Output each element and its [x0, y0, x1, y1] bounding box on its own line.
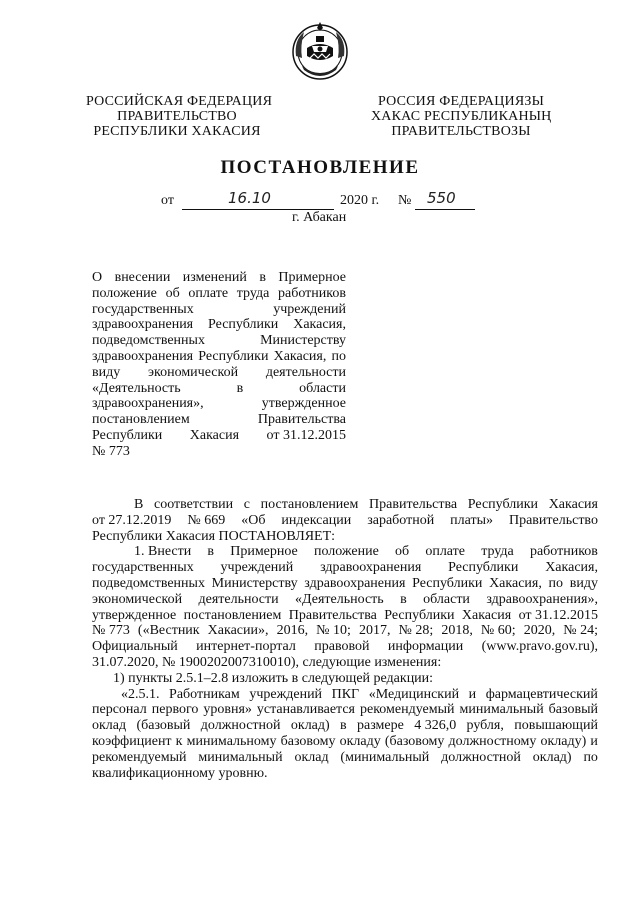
subject-word: Правительства: [257, 412, 346, 428]
body-word: (www.pravo.gov.ru),: [481, 639, 598, 655]
body-word: постановлением: [260, 497, 359, 512]
body-word: (минимальный: [340, 749, 430, 765]
body-line: [92, 623, 598, 639]
document-title: ПОСТАНОВЛЕНИЕ: [220, 157, 420, 178]
subject-word: Примерное: [278, 270, 346, 285]
body-word: рекомендуемый: [359, 702, 455, 718]
subject-word: в: [236, 380, 244, 396]
body-word: рекомендуемый: [92, 749, 187, 765]
body-word: базовый: [548, 702, 598, 718]
body-word: № 24;: [563, 623, 598, 639]
subject-line: [92, 396, 346, 412]
body-word: 4 326,0: [414, 718, 457, 734]
subject-word: О: [92, 270, 103, 285]
body-word: Правительство: [508, 512, 598, 528]
body-word: платы»: [450, 512, 494, 528]
body-word: Хакасия: [461, 607, 512, 623]
body-word: «Медицинский: [368, 686, 460, 702]
body-word: учреждений: [249, 686, 323, 702]
body-line: [92, 497, 598, 513]
subject-word: виду: [92, 364, 121, 380]
body-word: положение: [313, 544, 379, 560]
body-word: от 31.12.2015: [518, 607, 598, 623]
subject-line: [92, 302, 346, 318]
subject-line: [92, 317, 346, 333]
date-prefix: от: [161, 193, 174, 208]
body-word: «2.5.1.: [121, 686, 160, 702]
body-word: минимальный: [198, 749, 283, 765]
body-word: 1. Внести: [134, 544, 192, 560]
body-word: правовой: [314, 639, 370, 655]
body-word: оклад): [290, 718, 330, 734]
body-line: [92, 702, 598, 718]
body-line: [92, 560, 598, 576]
body-word: и: [468, 686, 477, 702]
header-right-block: [371, 94, 551, 139]
body-word: подведомственных: [92, 575, 205, 591]
body-word: государственных: [92, 560, 194, 576]
body-word: в: [207, 544, 215, 560]
body-word: Республики: [448, 560, 519, 576]
body-line: [92, 671, 598, 687]
body-word: Правительства: [369, 497, 458, 512]
body-word: 2017,: [358, 623, 391, 639]
body-word: труда: [481, 544, 514, 560]
header-left-line: РОССИЙСКАЯ ФЕДЕРАЦИЯ: [86, 94, 273, 109]
body-word: должностному: [448, 733, 537, 749]
subject-word: Республики: [92, 427, 163, 443]
body-word: Работникам: [169, 686, 240, 702]
subject-line: [92, 444, 346, 460]
body-word: Министерству: [211, 575, 298, 591]
body-word: здравоохранения»,: [486, 591, 598, 607]
subject-word: работников: [278, 285, 346, 301]
subject-line: [92, 428, 346, 444]
subject-word: изменений: [182, 270, 247, 285]
body-word: Хакасии»,: [207, 623, 269, 639]
body-word: 31.07.2020, № 1900202007310010), следующие изменения:: [92, 654, 442, 670]
subject-word: здравоохранения»,: [92, 396, 204, 412]
subject-word: здравоохранения: [92, 317, 194, 333]
body-word: деятельности: [198, 591, 279, 607]
body-word: оклад): [532, 749, 572, 765]
body-word: 2016,: [276, 623, 309, 639]
handwritten-number: 550: [427, 189, 456, 207]
body-word: № 28;: [398, 623, 434, 639]
body-line: [92, 576, 598, 592]
body-word: Хакасия,: [489, 575, 542, 591]
header-right-line: ПРАВИТЕЛЬСТВОЗЫ: [391, 124, 531, 139]
body-line: [92, 513, 598, 529]
header-left-line: РЕСПУБЛИКИ ХАКАСИЯ: [93, 124, 261, 139]
subject-word: положение: [92, 285, 157, 301]
body-word: здравоохранения: [304, 575, 406, 591]
body-word: информации: [387, 639, 464, 655]
header-right-line: РОССИЯ ФЕДЕРАЦИЯЗЫ: [377, 94, 545, 109]
body-word: оплате: [425, 544, 465, 560]
body-line: [92, 529, 598, 545]
body-word: повышающий: [514, 718, 598, 734]
body-word: базовому: [280, 733, 336, 749]
subject-word: Республики: [198, 348, 269, 364]
body-word: размере: [357, 718, 404, 734]
body-word: работников: [529, 544, 598, 560]
subject-word: внесении: [114, 270, 171, 285]
body-word: № 60;: [480, 623, 516, 639]
body-word: Республики: [384, 607, 455, 623]
city-label: г. Абакан: [292, 210, 347, 225]
subject-word: области: [299, 380, 346, 396]
body-word: уровня»: [203, 702, 252, 718]
republic-of-khakassia-coat-of-arms-icon: [288, 18, 352, 82]
subject-word: «Деятельность: [92, 380, 181, 396]
body-line: [92, 687, 598, 703]
subject-line: [92, 412, 346, 428]
body-word: устанавливается: [256, 702, 355, 718]
body-word: Официальный: [92, 639, 178, 655]
body-word: минимальному: [186, 733, 277, 749]
body-word: в: [340, 718, 347, 734]
body-word: окладу: [339, 733, 381, 749]
subject-word: № 773: [92, 443, 130, 459]
subject-word: труда: [236, 285, 270, 301]
body-word: к: [175, 733, 183, 749]
subject-line: [92, 286, 346, 302]
body-line: [92, 766, 598, 782]
date-year: 2020 г.: [340, 193, 380, 208]
number-sign: №: [398, 193, 412, 208]
body-word: коэффициент: [92, 733, 172, 749]
subject-line: [92, 365, 346, 381]
body-word: (базовый: [136, 718, 191, 734]
subject-word: подведомственных: [92, 333, 205, 349]
body-word: должностной: [200, 718, 281, 734]
subject-word: по: [331, 348, 346, 364]
body-word: с: [243, 497, 250, 512]
body-word: соответствии: [154, 497, 234, 512]
subject-word: государственных: [92, 301, 194, 317]
body-word: и: [590, 733, 598, 749]
subject-word: Хакасия,: [273, 348, 327, 364]
subject-word: Хакасия,: [293, 317, 346, 333]
body-word: «Об: [241, 512, 266, 528]
subject-word: оплате: [188, 285, 229, 301]
body-word: В: [134, 497, 144, 512]
body-word: 1) пункты 2.5.1–2.8 изложить в следующей редакции:: [113, 670, 434, 686]
number-underline: [415, 209, 475, 210]
body-word: 2020,: [523, 623, 556, 639]
subject-word: Республики: [208, 317, 279, 333]
subject-word: учреждений: [273, 301, 346, 317]
body-line: [92, 608, 598, 624]
body-word: Республики: [412, 575, 483, 591]
header-right-line: ХАКАС РЕСПУБЛИКАНЫҢ: [371, 109, 552, 124]
body-word: Примерное: [230, 544, 298, 560]
subject-line: [92, 270, 346, 286]
body-word: экономической: [92, 591, 183, 607]
body-word: Правительства: [288, 607, 377, 623]
handwritten-date: 16.10: [228, 189, 271, 207]
body-word: утвержденное: [92, 607, 177, 623]
body-word: рубля,: [466, 718, 504, 734]
header-left-line: ПРАВИТЕЛЬСТВО: [117, 109, 237, 124]
body-word: интернет-портал: [196, 639, 296, 655]
body-line: [92, 544, 598, 560]
body-line: [92, 655, 598, 671]
subject-word: от 31.12.2015: [266, 427, 346, 443]
body-word: Хакасия: [548, 497, 598, 512]
body-word: в: [400, 591, 407, 607]
body-word: («Вестник: [137, 623, 200, 639]
body-word: ПКГ: [331, 686, 360, 702]
body-word: заработной: [367, 512, 435, 528]
body-word: № 773: [92, 623, 130, 639]
subject-word: экономической: [148, 364, 239, 380]
subject-block: [92, 270, 346, 460]
body-word: Республики Хакасия ПОСТАНОВЛЯЕТ:: [92, 528, 336, 544]
body-word: окладу): [540, 733, 587, 749]
body-line: [92, 592, 598, 608]
subject-word: в: [259, 270, 266, 285]
body-word: Хакасия,: [545, 560, 598, 576]
subject-word: здравоохранения: [92, 348, 194, 364]
body-word: фармацевтический: [485, 686, 598, 702]
body-text: [92, 497, 598, 781]
body-word: здравоохранения: [320, 560, 422, 576]
body-line: [92, 639, 598, 655]
body-word: 2018,: [441, 623, 473, 639]
subject-line: [92, 333, 346, 349]
subject-word: Министерству: [260, 333, 346, 349]
body-word: персонал: [92, 702, 147, 718]
subject-word: постановлением: [92, 412, 190, 428]
subject-word: деятельности: [265, 364, 346, 380]
body-word: первого: [151, 702, 199, 718]
subject-word: утвержденное: [261, 396, 346, 412]
body-word: об: [395, 544, 410, 560]
body-word: квалификационному уровню.: [92, 765, 268, 781]
body-word: оклад: [294, 749, 329, 765]
body-word: (базовому: [384, 733, 445, 749]
body-word: области: [423, 591, 470, 607]
subject-line: [92, 381, 346, 397]
body-word: оклад: [92, 718, 127, 734]
body-line: [92, 750, 598, 766]
body-word: № 669: [187, 512, 226, 528]
body-word: должностной: [441, 749, 521, 765]
body-word: постановлением: [183, 607, 282, 623]
subject-line: [92, 349, 346, 365]
body-line: [92, 734, 598, 750]
body-word: минимальный: [459, 702, 544, 718]
body-word: виду: [569, 575, 598, 591]
body-word: «Деятельность: [295, 591, 384, 607]
body-word: по: [583, 749, 598, 765]
body-word: по: [548, 575, 564, 591]
body-line: [92, 718, 598, 734]
subject-word: об: [165, 285, 180, 301]
body-word: № 10;: [316, 623, 351, 639]
body-word: от 27.12.2019: [92, 512, 172, 528]
subject-word: Хакасия: [189, 427, 240, 443]
body-word: индексации: [281, 512, 352, 528]
body-word: учреждений: [220, 560, 294, 576]
header-left-block: [86, 94, 273, 139]
body-word: Республики: [467, 497, 539, 512]
